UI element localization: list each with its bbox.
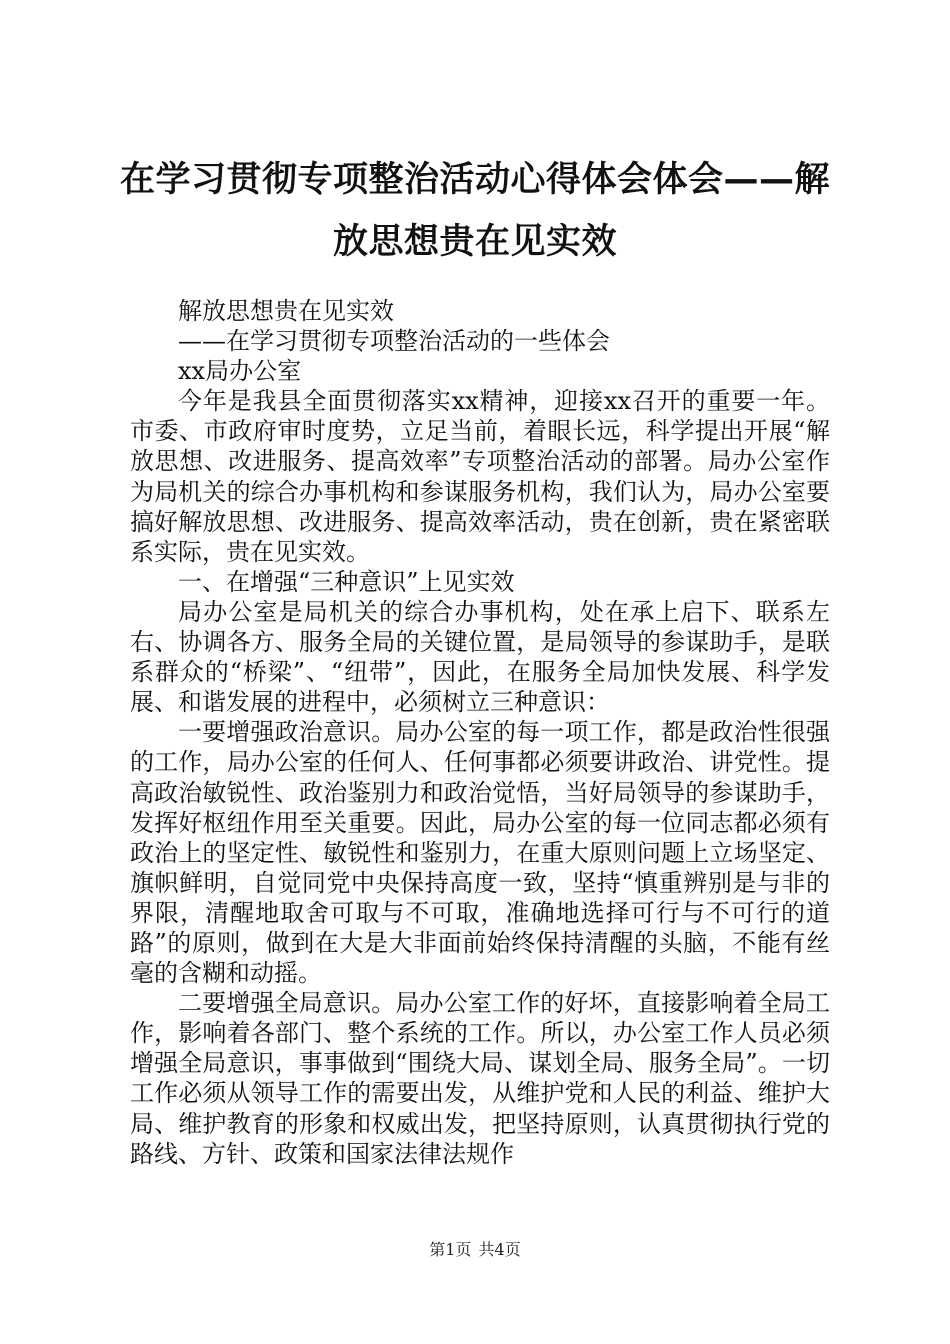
section-heading: 一、在增强“三种意识”上见实效 — [178, 567, 515, 596]
author-line: xx局办公室 — [178, 357, 302, 386]
page-total: 共4页 — [478, 1240, 521, 1259]
paragraph: 局办公室是局机关的综合办事机构，处在承上启下、联系左右、协调各方、服务全局的关键位置，是局领导的参谋助手，是联系群众的“桥梁”、“纽带”，因此，在服务全局加快发展、科学发展、和谐发展的进程中，必须树立三种意识： — [130, 597, 830, 717]
paragraph: 一要增强政治意识。局办公室的每一项工作，都是政治性很强的工作，局办公室的任何人、任何事都必须要讲政治、讲党性。提高政治敏锐性、政治鉴别力和政治觉悟，当好局领导的参谋助手，发挥好枢纽作用至关重要。因此，局办公室的每一位同志都必须有政治上的坚定性、敏锐性和鉴别力，在重大原则问题上立场坚定、旗帜鲜明，自觉同党中央保持高度一致，坚持“慎重辨别是与非的界限，清醒地取舍可取与不可取，准确地选择可行与不可行的道路”的原则，做到在大是大非面前始终保持清醒的头脑，不能有丝毫的含糊和动摇。 — [130, 718, 830, 988]
subtitle-secondary: ——在学习贯彻专项整治活动的一些体会 — [178, 327, 610, 356]
paragraph: 二要增强全局意识。局办公室工作的好坏，直接影响着全局工作，影响着各部门、整个系统的工作。所以，办公室工作人员必须增强全局意识，事事做到“围绕大局、谋划全局、服务全局”。一切工作必须从领导工作的需要出发，从维护党和人民的利益、维护大局、维护教育的形象和权威出发，把坚持原则，认真贯彻执行党的路线、方针、政策和国家法律法规作 — [130, 989, 830, 1168]
paragraph: 今年是我县全面贯彻落实xx精神，迎接xx召开的重要一年。市委、市政府审时度势，立足当前，着眼长远，科学提出开展“解放思想、改进服务、提高效率”专项整治活动的部署。局办公室作为局机关的综合办事机构和参谋服务机构，我们认为，局办公室要搞好解放思想、改进服务、提高效率活动，贵在创新，贵在紧密联系实际，贵在见实效。 — [130, 387, 830, 566]
document-body — [130, 296, 830, 1169]
page-number: 第1页 — [429, 1240, 472, 1259]
subtitle: 解放思想贵在见实效 — [178, 297, 394, 325]
document-title-line-1: 在学习贯彻专项整治活动心得体会体会——解 — [119, 160, 830, 200]
document-title-line-2: 放思想贵在见实效 — [332, 222, 617, 262]
page-footer — [0, 1240, 950, 1260]
